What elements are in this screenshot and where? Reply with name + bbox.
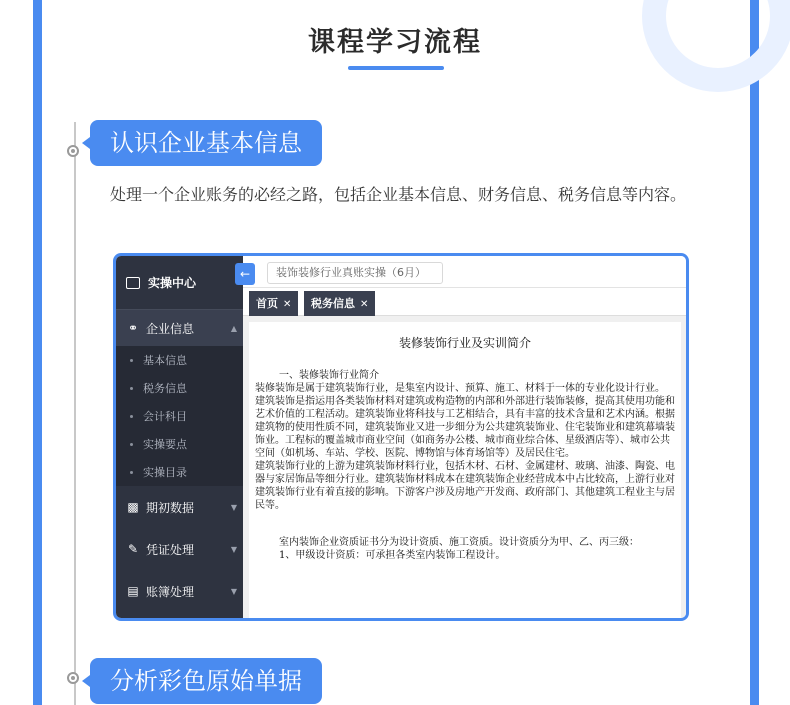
back-arrow-icon[interactable]: ← bbox=[235, 263, 255, 285]
sidebar-item-label: 会计科目 bbox=[143, 410, 187, 423]
section-tag-2: 分析彩色原始单据 bbox=[90, 658, 322, 704]
sidebar-group-opening-data[interactable] bbox=[116, 486, 243, 528]
sidebar-item-tax-info[interactable] bbox=[116, 374, 243, 402]
right-frame-stripe bbox=[750, 0, 759, 705]
bullet-icon bbox=[130, 471, 133, 474]
sidebar-group-ledgers[interactable] bbox=[116, 570, 243, 612]
chevron-down-icon: ▼ bbox=[230, 586, 237, 596]
bullet-icon bbox=[130, 359, 133, 362]
chevron-up-icon: ▲ bbox=[230, 323, 237, 333]
document-paragraph: 室内装饰企业资质证书分为设计资质、施工资质。设计资质分为甲、乙、丙三级： bbox=[279, 537, 639, 548]
course-search-field[interactable]: 装饰装修行业真账实操（6月） bbox=[267, 262, 443, 284]
cluster-icon: ⚭ bbox=[127, 321, 139, 335]
sidebar-group-company-info[interactable] bbox=[116, 310, 243, 346]
document-paragraph: 建筑装饰是指运用各类装饰材料对建筑或构造物的内部和外部进行装饰装修，提高其使用功能和艺术价值的工程活动。建筑装饰业将科技与工艺相结合，具有丰富的技术含量和艺术内涵。根据建筑物的使用性质不同，建筑装饰业又进一步细分为公共建筑装饰业、住宅装饰业和建筑幕墙装饰业。工程标的覆盖城市商业空间（如商务办公楼、城市商业综合体、星级酒店等）、城市公共空间（如机场、车站、学校、医院、博物馆与体育场馆等）及居民住宅。 bbox=[255, 396, 675, 459]
sidebar-item-label: 实操要点 bbox=[143, 438, 187, 451]
bullet-icon bbox=[130, 415, 133, 418]
sidebar-group-label: 账簿处理 bbox=[146, 584, 195, 599]
sidebar-item-label: 税务信息 bbox=[143, 382, 187, 395]
sidebar-group-label: 企业信息 bbox=[146, 321, 195, 336]
document-paragraph: 建筑装饰行业的上游为建筑装饰材料行业，包括木材、石材、金属建材、玻璃、油漆、陶瓷、电器与家居饰品等细分行业。建筑装饰材料成本在建筑装饰企业经营成本中占比较高，上游行业对建筑装饰行业有着直接的影响。下游客户涉及房地产开发商、政府部门、其他建筑工程业主与居民等。 bbox=[255, 461, 675, 511]
bullet-icon bbox=[130, 443, 133, 446]
sidebar-item-accounts[interactable] bbox=[116, 402, 243, 430]
tab-home[interactable] bbox=[249, 291, 298, 316]
section-1-description: 处理一个企业账务的必经之路，包括企业基本信息、财务信息、税务信息等内容。 bbox=[110, 185, 687, 204]
document-title: 装修装饰行业及实训简介 bbox=[398, 336, 531, 350]
sidebar-header-label: 实操中心 bbox=[148, 276, 197, 290]
sidebar-header[interactable] bbox=[116, 256, 243, 310]
document-page[interactable] bbox=[249, 322, 681, 618]
sidebar-item-basic-info[interactable] bbox=[116, 346, 243, 374]
sidebar-item-label: 基本信息 bbox=[143, 354, 187, 367]
sidebar bbox=[116, 256, 243, 618]
sidebar-group-label: 凭证处理 bbox=[146, 542, 195, 557]
close-icon[interactable]: ✕ bbox=[283, 299, 292, 310]
sidebar-item-label: 实操目录 bbox=[143, 466, 187, 479]
tab-label: 税务信息 bbox=[311, 297, 355, 310]
page-title: 课程学习流程 bbox=[308, 27, 482, 58]
document-viewer bbox=[243, 316, 686, 618]
title-underline bbox=[348, 66, 444, 70]
close-icon[interactable]: ✕ bbox=[360, 299, 369, 310]
document-heading: 一、装修装饰行业简介 bbox=[279, 370, 379, 381]
chevron-down-icon: ▼ bbox=[230, 502, 237, 512]
monitor-chart-icon bbox=[126, 277, 140, 289]
sidebar-item-catalog[interactable] bbox=[116, 458, 243, 486]
ledger-icon: ▤ bbox=[127, 584, 139, 598]
section-tag-1: 认识企业基本信息 bbox=[90, 120, 322, 166]
top-bar bbox=[239, 256, 686, 288]
app-screenshot bbox=[113, 253, 689, 621]
left-frame-stripe bbox=[0, 0, 42, 705]
bar-chart-icon: ▩ bbox=[127, 500, 139, 514]
document-paragraph: 装修装饰是属于建筑装饰行业，是集室内设计、预算、施工、材料于一体的专业化设计行业。 bbox=[255, 383, 665, 394]
tab-bar bbox=[243, 288, 686, 316]
tab-tax-info[interactable] bbox=[304, 291, 375, 316]
timeline-node-1 bbox=[67, 145, 79, 157]
timeline-node-2 bbox=[67, 672, 79, 684]
bullet-icon bbox=[130, 387, 133, 390]
sidebar-group-vouchers[interactable] bbox=[116, 528, 243, 570]
tab-label: 首页 bbox=[256, 297, 278, 310]
sidebar-group-label: 期初数据 bbox=[146, 500, 195, 515]
chevron-down-icon: ▼ bbox=[230, 544, 237, 554]
document-paragraph: 1、甲级设计资质：可承担各类室内装饰工程设计。 bbox=[279, 550, 506, 561]
voucher-icon: ✎ bbox=[127, 542, 139, 556]
sidebar-item-key-points[interactable] bbox=[116, 430, 243, 458]
timeline-line bbox=[74, 122, 76, 705]
